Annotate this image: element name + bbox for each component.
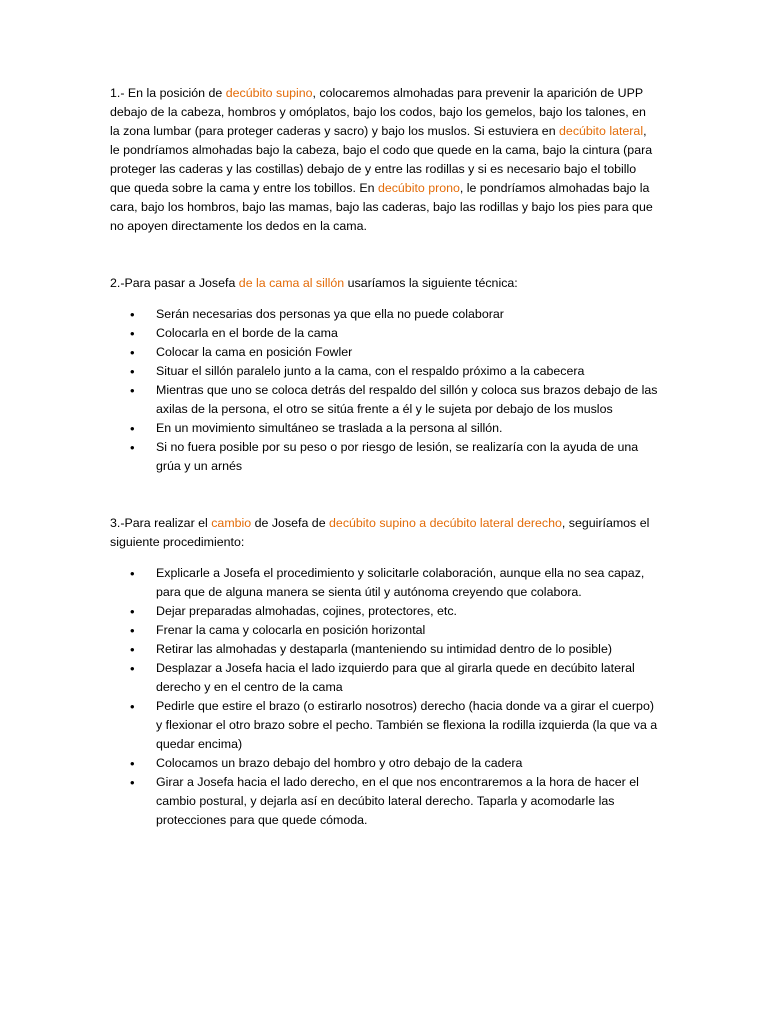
list-item (110, 659, 658, 697)
highlighted-term: decúbito prono (377, 181, 460, 195)
bullet-icon: • (130, 566, 135, 581)
bullet-icon: • (130, 661, 135, 676)
section-3 (110, 514, 658, 830)
bullet-icon: • (130, 756, 135, 771)
section-2 (110, 274, 658, 476)
bullet-icon: • (130, 383, 135, 398)
highlighted-term: de la cama al sillón (238, 276, 345, 290)
list-item (110, 697, 658, 754)
list-item (110, 343, 658, 362)
list-item (110, 602, 658, 621)
bullet-icon: • (130, 421, 135, 436)
list-item-text: Girar a Josefa hacia el lado derecho, en el que nos encontraremos a la hora de hacer el cambio postural, y dejarla así en decúbito lateral derecho. Taparla y acomodarle las protecciones para que quede cómoda. (156, 775, 639, 827)
list-item (110, 773, 658, 830)
list-item (110, 419, 658, 438)
text-run: , le pondríamos almohadas bajo la cara, bajo los hombros, bajo las mamas, bajo las caderas, bajo las rodillas y bajo los pies para que no apoyen directamente los dedos en la cama. (110, 181, 653, 233)
text-run: , colocaremos almohadas para prevenir la aparición de UPP debajo de la cabeza, hombros y omóplatos, bajo los codos, bajo los gemelos, bajo los talones, en la zona lumbar (para proteger caderas y sacro) y bajo los muslos. Si estuviera en (110, 86, 646, 138)
list-item-text: Colocarla en el borde de la cama (156, 326, 338, 340)
highlighted-term: decúbito lateral (559, 124, 644, 138)
highlighted-term: decúbito supino a decúbito lateral derecho (329, 516, 562, 530)
list-item-text: Desplazar a Josefa hacia el lado izquierdo para que al girarla quede en decúbito lateral derecho y en el centro de la cama (156, 661, 635, 694)
text-run: 3.-Para realizar el (110, 516, 212, 530)
list-item (110, 640, 658, 659)
bullet-icon: • (130, 699, 135, 714)
bullet-icon: • (130, 642, 135, 657)
bullet-icon: • (130, 345, 135, 360)
bullet-icon: • (130, 440, 135, 455)
list-item-text: Retirar las almohadas y destaparla (manteniendo su intimidad dentro de lo posible) (156, 642, 612, 656)
list-item-text: Si no fuera posible por su peso o por riesgo de lesión, se realizaría con la ayuda de una grúa y un arnés (156, 440, 639, 473)
list-item (110, 362, 658, 381)
list-item (110, 381, 658, 419)
bullet-icon: • (130, 326, 135, 341)
list-item-text: Dejar preparadas almohadas, cojines, protectores, etc. (156, 604, 457, 618)
list-item (110, 324, 658, 343)
list-item-text: Serán necesarias dos personas ya que ella no puede colaborar (156, 307, 504, 321)
text-run: de Josefa de (251, 516, 330, 530)
section-3-intro (110, 514, 658, 552)
section-2-bullet-list (110, 305, 658, 476)
bullet-icon: • (130, 604, 135, 619)
list-item-text: Situar el sillón paralelo junto a la cama, con el respaldo próximo a la cabecera (156, 364, 585, 378)
document-body (110, 84, 658, 830)
text-run: , le pondríamos almohadas bajo la cabeza, bajo el codo que quede en la cama, bajo la cintura (para proteger las caderas y las costillas) debajo de y entre las rodillas y si es necesario bajo el tobillo que queda sobre la cama y entre los tobillos. En (110, 124, 653, 195)
list-item (110, 564, 658, 602)
text-run: 1.- En la posición de (110, 86, 226, 100)
list-item-text: Colocamos un brazo debajo del hombro y otro debajo de la cadera (156, 756, 523, 770)
text-run: 2.-Para pasar a Josefa (110, 276, 239, 290)
list-item (110, 438, 658, 476)
list-item-text: Colocar la cama en posición Fowler (156, 345, 353, 359)
list-item-text: Pedirle que estire el brazo (o estirarlo nosotros) derecho (hacia donde va a girar el cuerpo) y flexionar el otro brazo sobre el pecho. También se flexiona la rodilla izquierda (la que va a quedar encima) (156, 699, 658, 751)
list-item-text: Explicarle a Josefa el procedimiento y solicitarle colaboración, aunque ella no sea capaz, para que de alguna manera se sienta útil y autónoma creyendo que colabora. (156, 566, 645, 599)
list-item-text: En un movimiento simultáneo se traslada a la persona al sillón. (156, 421, 503, 435)
bullet-icon: • (130, 775, 135, 790)
bullet-icon: • (130, 364, 135, 379)
highlighted-term: decúbito supino (225, 86, 313, 100)
section-2-intro (110, 274, 658, 293)
list-item-text: Frenar la cama y colocarla en posición horizontal (156, 623, 426, 637)
list-item (110, 621, 658, 640)
highlighted-term: cambio (211, 516, 252, 530)
section-1-paragraph (110, 84, 658, 236)
list-item (110, 754, 658, 773)
list-item (110, 305, 658, 324)
bullet-icon: • (130, 623, 135, 638)
text-run: usaríamos la siguiente técnica: (344, 276, 518, 290)
section-3-bullet-list (110, 564, 658, 830)
text-run: , seguiríamos el siguiente procedimiento: (110, 516, 650, 549)
list-item-text: Mientras que uno se coloca detrás del respaldo del sillón y coloca sus brazos debajo de las axilas de la persona, el otro se sitúa frente a él y le sujeta por debajo de los muslos (156, 383, 658, 416)
bullet-icon: • (130, 307, 135, 322)
